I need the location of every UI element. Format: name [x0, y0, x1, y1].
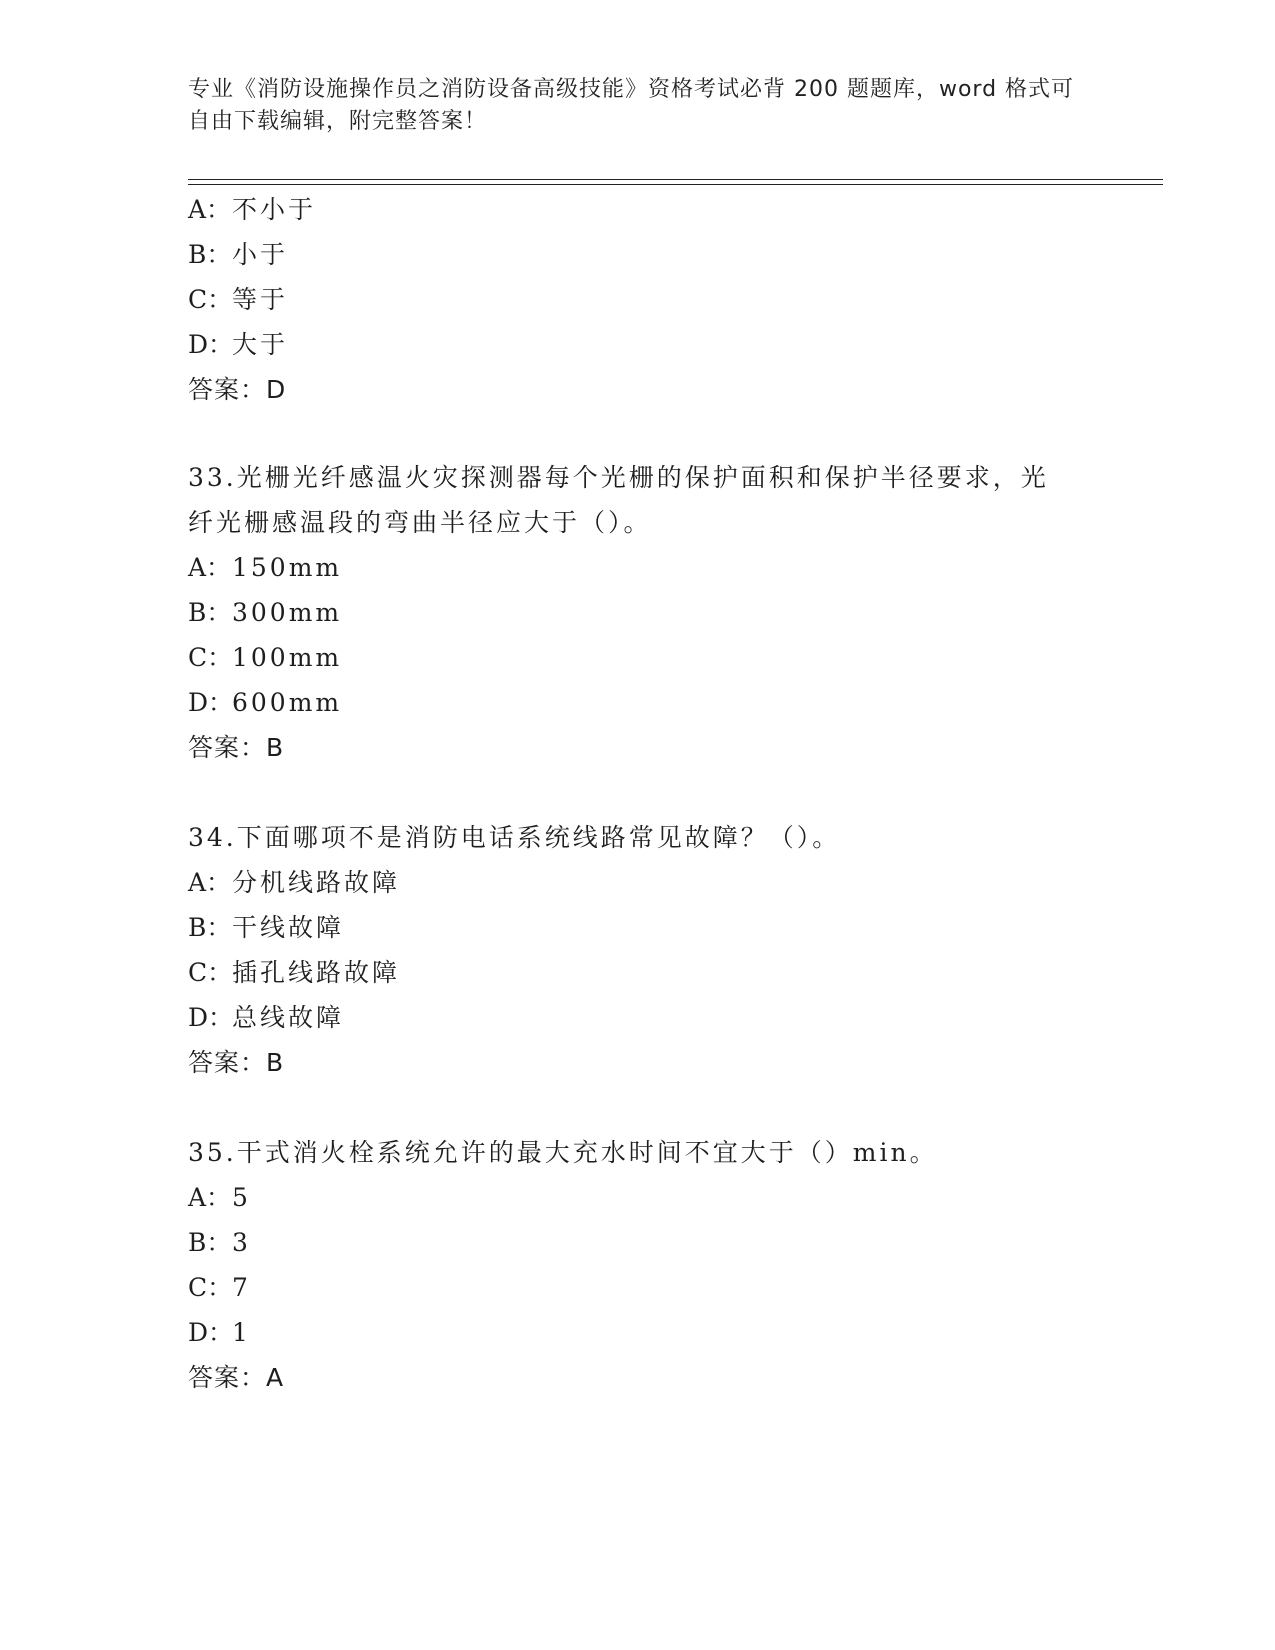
answer-line: 答案：D [188, 375, 287, 404]
option-d: D：1 [188, 1318, 251, 1347]
option-a: A：分机线路故障 [188, 868, 401, 897]
question-34-line-1: 34.下面哪项不是消防电话系统线路常见故障？（）。 [188, 823, 841, 852]
option-c: C：100mm [188, 643, 343, 672]
answer-line: 答案：B [188, 733, 285, 762]
option-b: B：小于 [188, 240, 289, 269]
option-c: C：7 [188, 1273, 251, 1302]
option-b: B：3 [188, 1228, 251, 1257]
question-33-line-1: 33.光栅光纤感温火灾探测器每个光栅的保护面积和保护半径要求，光 [188, 463, 1049, 492]
option-a: A：150mm [188, 553, 343, 582]
option-d: D：总线故障 [188, 1003, 345, 1032]
question-33-line-2: 纤光栅感温段的弯曲半径应大于（）。 [188, 508, 652, 537]
question-35-line-1: 35.干式消火栓系统允许的最大充水时间不宜大于（）min。 [188, 1138, 938, 1167]
document-header: 专业《消防设施操作员之消防设备高级技能》资格考试必背 200 题题库，word 格式可自由下载编辑，附完整答案！ [188, 77, 1075, 134]
option-b: B：300mm [188, 598, 343, 627]
answer-line: 答案：B [188, 1048, 285, 1077]
header-rule-bottom [188, 184, 1163, 185]
option-b: B：干线故障 [188, 913, 345, 942]
option-a: A：不小于 [188, 195, 317, 224]
option-c: C：插孔线路故障 [188, 958, 401, 987]
header-rule-top [188, 179, 1163, 180]
option-d: D：600mm [188, 688, 343, 717]
option-d: D：大于 [188, 330, 289, 359]
option-a: A：5 [188, 1183, 251, 1212]
option-c: C：等于 [188, 285, 289, 314]
answer-line: 答案：A [188, 1363, 285, 1392]
